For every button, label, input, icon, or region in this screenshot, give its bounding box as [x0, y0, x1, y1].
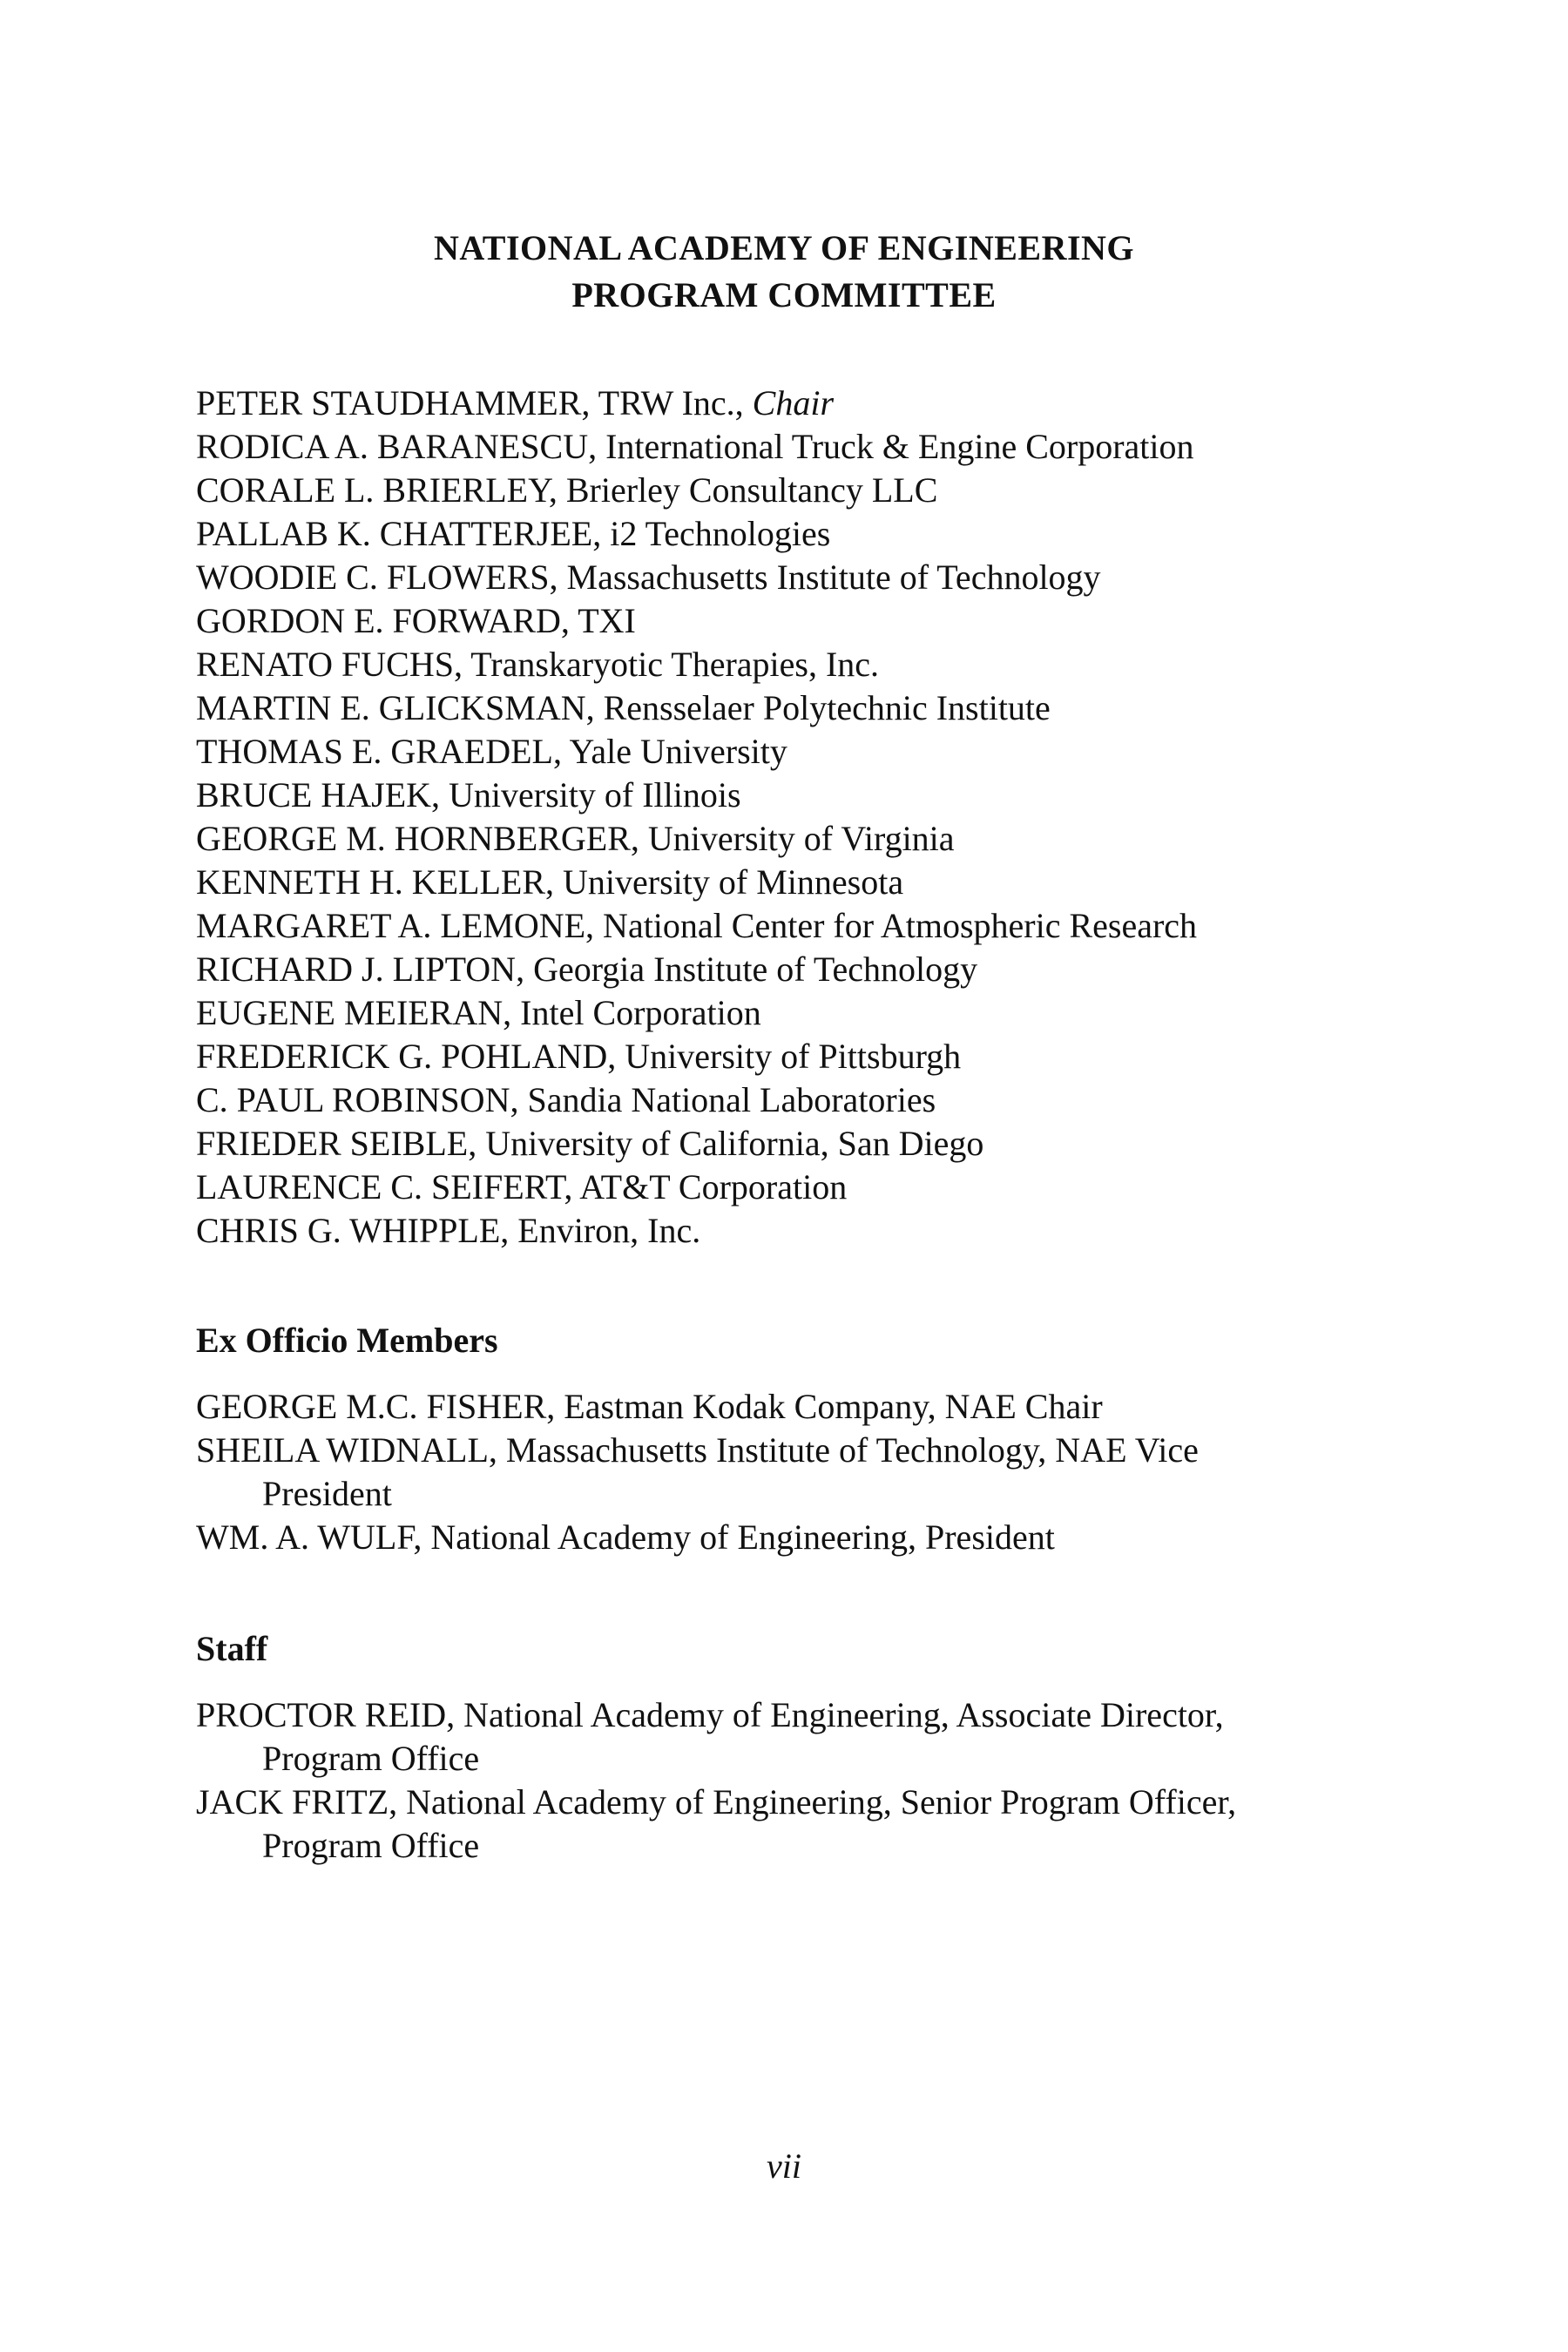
member-entry: FREDERICK G. POHLAND, University of Pittsburgh: [196, 1037, 962, 1076]
member-entry: CORALE L. BRIERLEY, Brierley Consultancy LLC: [196, 470, 938, 510]
page-title-line-1: NATIONAL ACADEMY OF ENGINEERING: [433, 228, 1135, 267]
member-entry: GORDON E. FORWARD, TXI: [196, 601, 636, 640]
member-entry: BRUCE HAJEK, University of Illinois: [196, 775, 741, 814]
committee-chair-entry: [196, 382, 1416, 425]
staff-entry: JACK FRITZ, National Academy of Engineering, Senior Program Officer,: [196, 1782, 1237, 1821]
page-number: vii: [767, 2146, 801, 2186]
member-entry: THOMAS E. GRAEDEL, Yale University: [196, 732, 787, 771]
chair-name-affiliation: PETER STAUDHAMMER, TRW Inc.,: [196, 383, 753, 422]
committee-member-list: [196, 382, 1416, 1253]
member-entry: WOODIE C. FLOWERS, Massachusetts Institute of Technology: [196, 558, 1101, 597]
staff-list: [196, 1693, 1416, 1868]
ex-officio-heading: Ex Officio Members: [196, 1321, 498, 1360]
chair-role: Chair: [752, 383, 835, 422]
member-entry: LAURENCE C. SEIFERT, AT&T Corporation: [196, 1167, 848, 1206]
member-entry: RENATO FUCHS, Transkaryotic Therapies, Inc.: [196, 645, 880, 684]
page-title-line-2: PROGRAM COMMITTEE: [571, 275, 997, 314]
member-entry: RICHARD J. LIPTON, Georgia Institute of Technology: [196, 950, 978, 989]
member-entry: C. PAUL ROBINSON, Sandia National Laboratories: [196, 1080, 936, 1119]
member-entry: MARTIN E. GLICKSMAN, Rensselaer Polytechnic Institute: [196, 688, 1051, 727]
member-entry: RODICA A. BARANESCU, International Truck & Engine Corporation: [196, 427, 1194, 466]
staff-entry-continuation: Program Office: [262, 1739, 480, 1778]
member-entry: KENNETH H. KELLER, University of Minnesota: [196, 862, 904, 902]
ex-officio-entry: SHEILA WIDNALL, Massachusetts Institute of Technology, NAE Vice: [196, 1430, 1199, 1470]
ex-officio-list: [196, 1385, 1416, 1559]
member-entry: FRIEDER SEIBLE, University of California, San Diego: [196, 1124, 984, 1163]
staff-heading: Staff: [196, 1629, 268, 1668]
ex-officio-entry: GEORGE M.C. FISHER, Eastman Kodak Company, NAE Chair: [196, 1387, 1103, 1426]
ex-officio-entry: WM. A. WULF, National Academy of Engineering, President: [196, 1517, 1055, 1557]
member-entry: GEORGE M. HORNBERGER, University of Virginia: [196, 819, 955, 858]
ex-officio-entry-continuation: President: [262, 1474, 392, 1513]
staff-entry-continuation: Program Office: [262, 1826, 480, 1865]
member-entry: MARGARET A. LEMONE, National Center for Atmospheric Research: [196, 906, 1198, 945]
member-entry: PALLAB K. CHATTERJEE, i2 Technologies: [196, 514, 831, 553]
member-entry: CHRIS G. WHIPPLE, Environ, Inc.: [196, 1211, 701, 1250]
staff-entry: PROCTOR REID, National Academy of Engineering, Associate Director,: [196, 1695, 1224, 1734]
member-entry: EUGENE MEIERAN, Intel Corporation: [196, 993, 761, 1032]
